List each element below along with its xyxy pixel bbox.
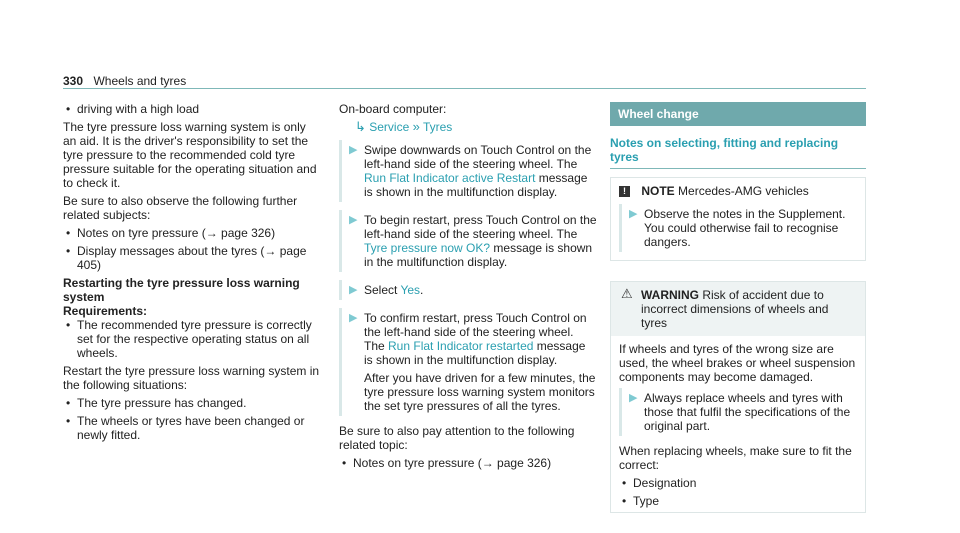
list-item: • The recommended tyre pressure is correctly set for the respective operating status on all wheels.: [63, 318, 321, 360]
warning-label: WARNING: [641, 288, 699, 302]
step-arrow-icon: ▶: [629, 392, 638, 404]
note-text: Mercedes-AMG vehicles: [678, 184, 809, 198]
paragraph: Restart the tyre pressure loss warning system in the following situations:: [63, 364, 320, 392]
instruction-step: ▶ Select Yes.: [339, 280, 597, 300]
double-chevron-icon: »: [412, 119, 420, 134]
requirements-label: Requirements:: [63, 304, 148, 318]
step-arrow-icon: ▶: [629, 208, 638, 220]
onboard-label: On-board computer:: [339, 102, 447, 116]
instruction-step: ▶ To confirm restart, press Touch Control on the left-hand side of the steering wheel. The Run Flat Indicator restarted message is shown in the multifunction display. After you have driven for a few minutes, the tyre pressure loss warning system monitors the set tyre pressures of all the tyres.: [339, 308, 597, 416]
subheading: Notes on selecting, fitting and replacing tyres: [610, 136, 866, 169]
list-item: • The wheels or tyres have been changed or newly fitted.: [63, 414, 321, 442]
related-link[interactable]: • Notes on tyre pressure (→ page 326): [63, 226, 321, 240]
exclamation-icon: !: [619, 186, 630, 197]
menu-path: [339, 120, 597, 134]
warning-triangle-icon: ⚠: [621, 286, 633, 301]
page-number: 330: [63, 74, 84, 88]
related-link[interactable]: • Notes on tyre pressure (→ page 326): [339, 456, 597, 470]
list-item: • driving with a high load: [63, 102, 321, 116]
step-arrow-icon: ▶: [349, 284, 358, 296]
note-box: [610, 177, 866, 261]
section-banner: Wheel change: [610, 102, 866, 126]
instruction-step: ▶ Always replace wheels and tyres with those that fulfil the specifications of the original part.: [619, 388, 857, 436]
section-heading: Restarting the tyre pressure loss warning system: [63, 276, 300, 304]
step-arrow-icon: ▶: [349, 312, 358, 324]
step-note: After you have driven for a few minutes, the tyre pressure loss warning system monitors the set tyre pressures of all the tyres.: [364, 371, 596, 413]
warning-text: Risk of accident due to incorrect dimensions of wheels and tyres: [641, 288, 829, 330]
section-title: Wheels and tyres: [93, 74, 187, 88]
step-arrow-icon: ▶: [349, 214, 358, 226]
step-arrow-icon: ▶: [349, 144, 358, 156]
column-right: [610, 102, 866, 513]
instruction-step: ▶ Swipe downwards on Touch Control on the left-hand side of the steering wheel. The Run Flat Indicator active Restart message is shown in the multifunction display.: [339, 140, 597, 202]
submenu-arrow-icon: ↳: [355, 119, 366, 134]
list-item: • The tyre pressure has changed.: [63, 396, 321, 410]
related-link[interactable]: • Display messages about the tyres (→ page 405): [63, 244, 321, 272]
column-left: [63, 102, 321, 446]
column-middle: [339, 102, 597, 474]
menu-service: Service: [369, 120, 410, 134]
list-item: • Designation: [619, 476, 857, 490]
instruction-step: ▶ To begin restart, press Touch Control on the left-hand side of the steering wheel. The Tyre pressure now OK? message is shown in the multifunction display.: [339, 210, 597, 272]
menu-tyres: Tyres: [422, 120, 453, 134]
instruction-step: ▶ Observe the notes in the Supplement. You could otherwise fail to recognise dangers.: [619, 204, 857, 252]
paragraph: The tyre pressure loss warning system is only an aid. It is the driver's responsibility to set the tyre pressure to the recommended cold tyre pressure suitable for the operating situation and to check it.: [63, 120, 317, 190]
list-item: • Type: [619, 494, 857, 508]
paragraph: Be sure to also observe the following further related subjects:: [63, 194, 298, 222]
paragraph: If wheels and tyres of the wrong size are used, the wheel brakes or wheel suspension components may become damaged.: [619, 342, 856, 384]
warning-box: [610, 281, 866, 513]
page-header: [63, 72, 866, 89]
paragraph: When replacing wheels, make sure to fit the correct:: [619, 444, 852, 472]
note-label: NOTE: [641, 184, 675, 198]
paragraph: Be sure to also pay attention to the following related topic:: [339, 424, 575, 452]
